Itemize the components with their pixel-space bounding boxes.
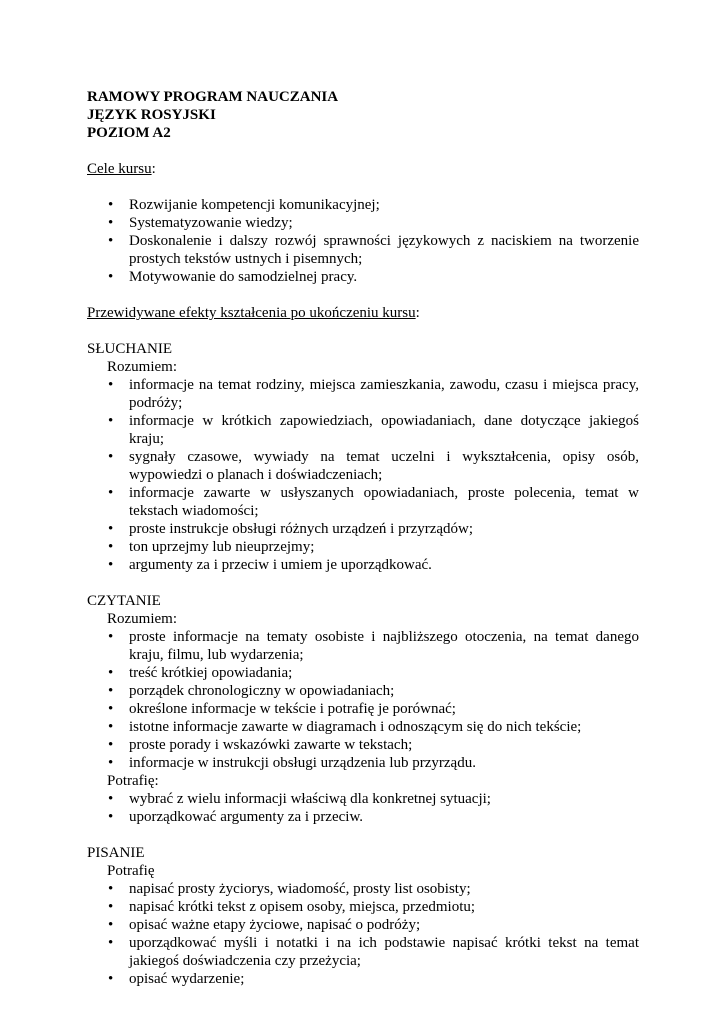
document-page xyxy=(87,88,639,988)
level-title: POZIOM A2 xyxy=(87,125,171,141)
document-header xyxy=(87,88,639,142)
list-item: • informacje w krótkich zapowiedziach, opowiadaniach, dane dotyczące jakiegoś kraju; xyxy=(87,412,639,448)
goals-title-suffix: : xyxy=(151,161,156,177)
reading-list-can xyxy=(87,790,639,826)
list-item: • napisać prosty życiorys, wiadomość, prosty list osobisty; xyxy=(87,880,639,898)
list-item: • istotne informacje zawarte w diagramach i odnoszącym się do nich tekście; xyxy=(87,718,639,736)
list-item: • opisać wydarzenie; xyxy=(87,970,639,988)
listening-list xyxy=(87,376,639,574)
list-item: • proste porady i wskazówki zawarte w tekstach; xyxy=(87,736,639,754)
list-item: • Systematyzowanie wiedzy; xyxy=(87,214,639,232)
reading-heading: CZYTANIE xyxy=(87,593,161,609)
list-item: • informacje zawarte w usłyszanych opowiadaniach, proste polecenia, temat w tekstach wiadomości; xyxy=(87,484,639,520)
writing-list xyxy=(87,880,639,988)
list-item: • porządek chronologiczny w opowiadaniach; xyxy=(87,682,639,700)
program-title: RAMOWY PROGRAM NAUCZANIA xyxy=(87,89,339,105)
list-item: • wybrać z wielu informacji właściwą dla konkretnej sytuacji; xyxy=(87,790,639,808)
outcomes-heading xyxy=(87,304,639,322)
list-item: • uporządkować myśli i notatki i na ich podstawie napisać krótki tekst na temat jakiegoś doświadczenia czy przeżycia; xyxy=(87,934,639,970)
list-item: • napisać krótki tekst z opisem osoby, miejsca, przedmiotu; xyxy=(87,898,639,916)
outcomes-title-suffix: : xyxy=(415,305,420,321)
goals-list xyxy=(87,196,639,286)
list-item: • informacje na temat rodziny, miejsca zamieszkania, zawodu, czasu i miejsca pracy, podróży; xyxy=(87,376,639,412)
language-title: JĘZYK ROSYJSKI xyxy=(87,107,216,123)
outcomes-title: Przewidywane efekty kształcenia po ukończeniu kursu xyxy=(87,305,416,321)
writing-heading: PISANIE xyxy=(87,845,145,861)
list-item: • Doskonalenie i dalszy rozwój sprawności językowych z naciskiem na tworzenie prostych tekstów ustnych i pisemnych; xyxy=(87,232,639,268)
listening-heading: SŁUCHANIE xyxy=(87,341,172,357)
goals-heading xyxy=(87,160,639,178)
list-item: • sygnały czasowe, wywiady na temat uczelni i wykształcenia, opisy osób, wypowiedzi o planach i doświadczeniach; xyxy=(87,448,639,484)
list-item: • ton uprzejmy lub nieuprzejmy; xyxy=(87,538,639,556)
writing-sub: Potrafię xyxy=(107,863,155,879)
reading-section xyxy=(87,592,639,826)
goals-title: Cele kursu xyxy=(87,161,152,177)
reading-sub-can: Potrafię: xyxy=(107,773,159,789)
list-item: • proste informacje na tematy osobiste i najbliższego otoczenia, na temat danego kraju, filmu, lub wydarzenia; xyxy=(87,628,639,664)
reading-sub-understand: Rozumiem: xyxy=(107,611,177,627)
list-item: • treść krótkiej opowiadania; xyxy=(87,664,639,682)
list-item: • określone informacje w tekście i potrafię je porównać; xyxy=(87,700,639,718)
list-item: • informacje w instrukcji obsługi urządzenia lub przyrządu. xyxy=(87,754,639,772)
list-item: • Rozwijanie kompetencji komunikacyjnej; xyxy=(87,196,639,214)
list-item: • argumenty za i przeciw i umiem je uporządkować. xyxy=(87,556,639,574)
reading-list-understand xyxy=(87,628,639,772)
list-item: • proste instrukcje obsługi różnych urządzeń i przyrządów; xyxy=(87,520,639,538)
list-item: • opisać ważne etapy życiowe, napisać o podróży; xyxy=(87,916,639,934)
list-item: • uporządkować argumenty za i przeciw. xyxy=(87,808,639,826)
listening-sub: Rozumiem: xyxy=(107,359,177,375)
listening-section xyxy=(87,340,639,574)
writing-section xyxy=(87,844,639,988)
list-item: • Motywowanie do samodzielnej pracy. xyxy=(87,268,639,286)
